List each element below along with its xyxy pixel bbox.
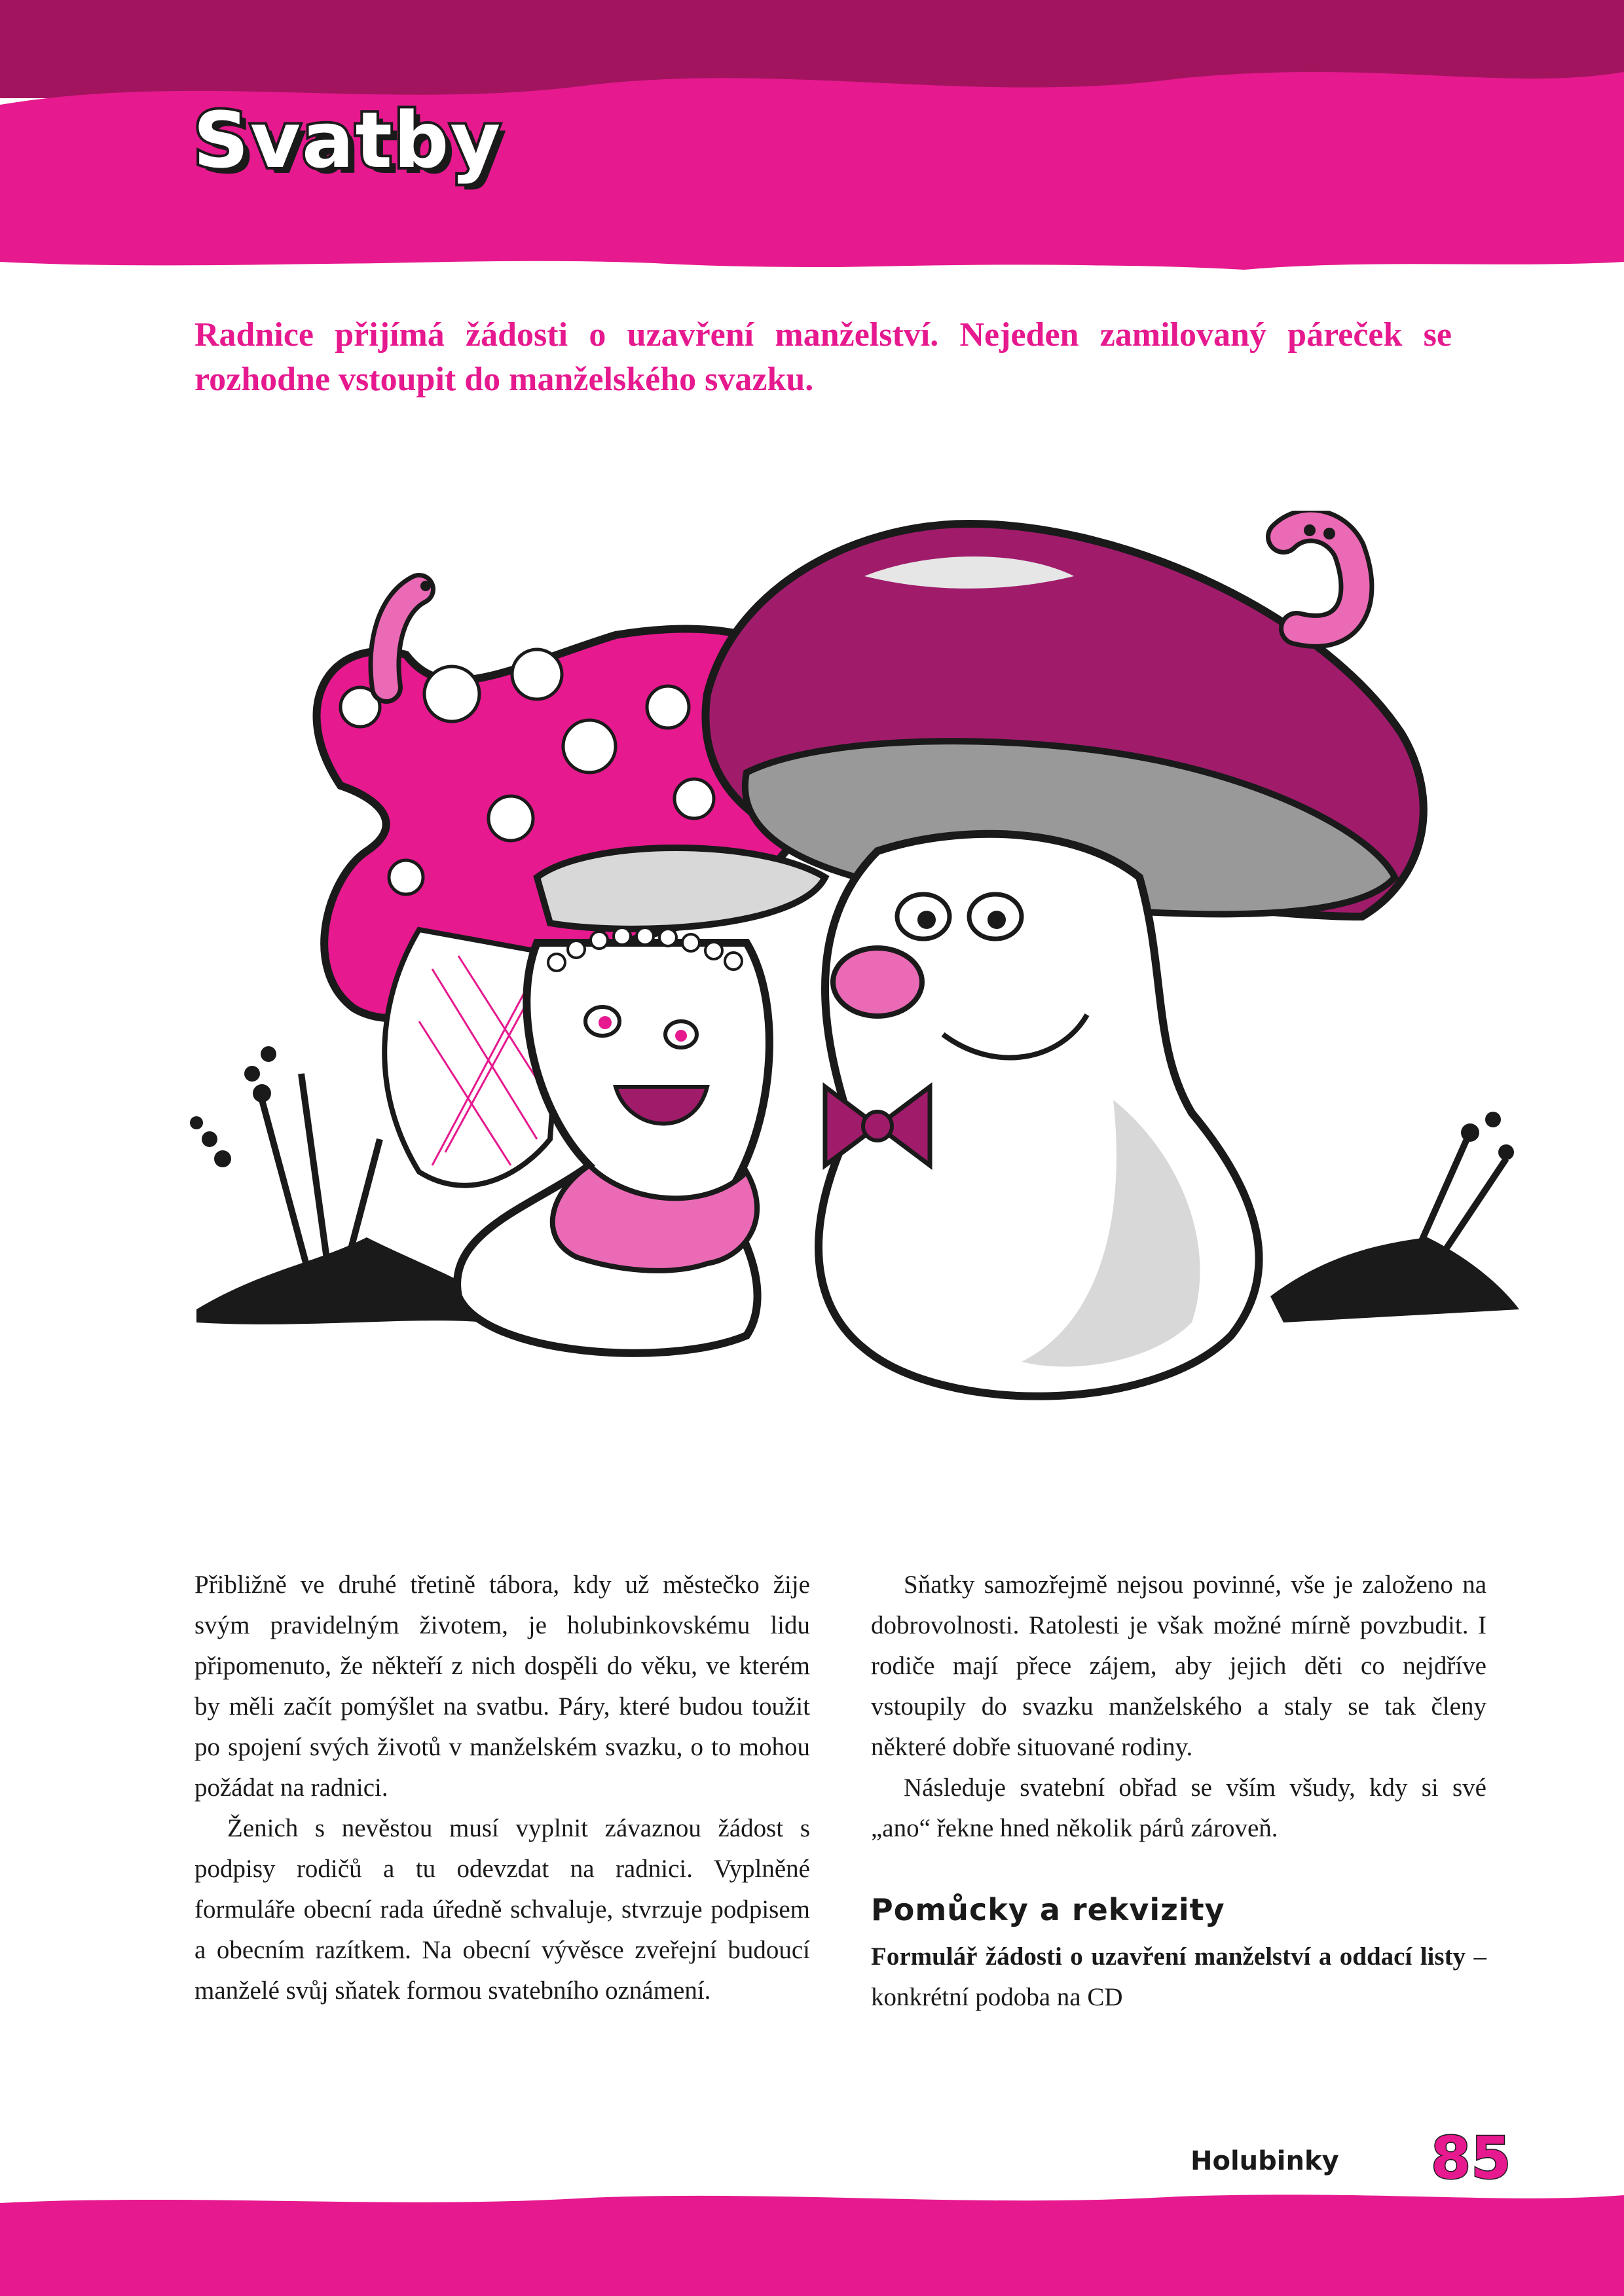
footer-book-title: Holubinky bbox=[1190, 2146, 1339, 2176]
props-items-bold: Formulář žádosti o uzavření manželství a oddací listy bbox=[871, 1942, 1466, 1971]
page-number: 85 bbox=[1431, 2124, 1511, 2192]
grass-right-icon bbox=[1270, 1112, 1519, 1322]
props-heading: Pomůcky a rekvizity bbox=[871, 1892, 1225, 1927]
mushroom-wedding-couple-illustration bbox=[170, 511, 1532, 1467]
left-paragraph-1: Přibližně ve druhé třetině tábora, kdy už městečko žije svým pravidelným životem, je holubinkovskému lidu připomenuto, že někteří z nich dospěli do věku, ve kterém by měli začít pomýšlet na svatbu. Páry, které budou toužit po spojení svých životů v manželském svazku, o to mohou požádat na radnici. bbox=[194, 1571, 810, 1802]
props-list bbox=[871, 1937, 1486, 2018]
right-paragraph-2: Následuje svatební obřad se vším všudy, kdy si své „ano“ řekne hned několik párů zároveň. bbox=[871, 1774, 1486, 1842]
worm-right-icon bbox=[1283, 524, 1356, 631]
page-title: Svatby bbox=[193, 95, 502, 185]
lead-paragraph: Radnice přijímá žádosti o uzavření manželství. Nejeden zamilovaný páreček se rozhodne vstoupit do manželského svazku. bbox=[194, 316, 1452, 398]
right-column bbox=[871, 1565, 1486, 2018]
left-paragraph-2: Ženich s nevěstou musí vyplnit závaznou žádost s podpisy rodičů a tu odevzdat na radnici. Vyplněné formuláře obecní rada úředně schvaluje, stvrzuje podpisem a obecním razítkem. Na obecní vývěsce zveřejní budoucí manželé svůj sňatek formou svatebního oznámení. bbox=[194, 1814, 810, 2005]
right-paragraph-1: Sňatky samozřejmě nejsou povinné, vše je založeno na dobrovolnosti. Ratolesti je však možné mírně povzbudit. I rodiče mají přece zájem, aby jejich děti co nejdříve vstoupily do svazku manželského a staly se tak členy některé dobře situované rodiny. bbox=[871, 1571, 1486, 1761]
left-column bbox=[194, 1565, 810, 2011]
footer-band bbox=[0, 2190, 1624, 2296]
props-items-rest: – konkrétní podoba na CD bbox=[871, 1942, 1486, 2011]
